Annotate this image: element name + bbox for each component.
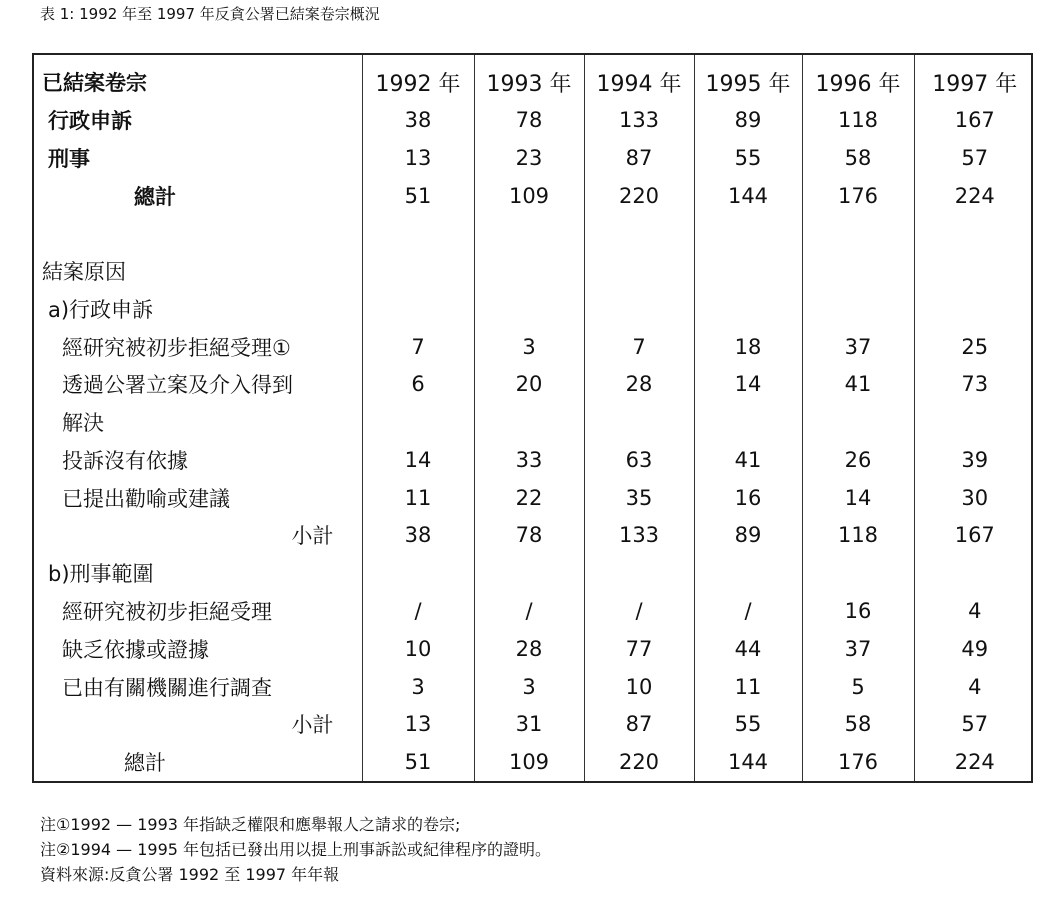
value-cell: 26 <box>802 441 914 479</box>
section-title-criminal <box>34 554 1035 592</box>
value-cell <box>474 252 584 290</box>
value-cell: 3 <box>474 668 584 706</box>
value-cell <box>914 554 1035 592</box>
value-cell: 49 <box>914 630 1035 668</box>
value-cell <box>802 554 914 592</box>
value-cell <box>362 252 474 290</box>
row-label: 已提出勸喻或建議 <box>62 486 230 511</box>
footnote-2: 注②1994 — 1995 年包括已發出用以提上刑事訴訟或紀律程序的證明。 <box>40 840 552 859</box>
value-cell: 77 <box>584 630 694 668</box>
value-cell: 57 <box>914 705 1035 743</box>
value-cell: 176 <box>802 177 914 215</box>
value-cell <box>802 214 914 252</box>
row-label: 已由有關機關進行調查 <box>62 675 272 700</box>
value-cell: / <box>474 592 584 630</box>
value-cell <box>914 290 1035 328</box>
value-cell: / <box>694 592 802 630</box>
value-cell: 10 <box>362 630 474 668</box>
value-cell: 87 <box>584 139 694 177</box>
row-label: 經研究被初步拒絕受理① <box>62 335 291 360</box>
value-cell: 55 <box>694 139 802 177</box>
value-cell: 109 <box>474 743 584 781</box>
data-source-note: 資料來源:反貪公署 1992 至 1997 年年報 <box>40 865 340 884</box>
year-header: 1992 年 <box>362 55 474 101</box>
value-cell: 28 <box>584 366 694 404</box>
value-cell <box>694 252 802 290</box>
summary-row-total <box>34 177 1035 215</box>
row-label: 經研究被初步拒絕受理 <box>62 599 272 624</box>
value-cell: 14 <box>694 366 802 404</box>
value-cell: 37 <box>802 328 914 366</box>
value-cell: 220 <box>584 743 694 781</box>
value-cell: 25 <box>914 328 1035 366</box>
row-label: a)行政申訴 <box>48 297 154 322</box>
value-cell <box>362 403 474 441</box>
value-cell: 51 <box>362 743 474 781</box>
value-cell: 220 <box>584 177 694 215</box>
value-cell <box>474 214 584 252</box>
value-cell: 73 <box>914 366 1035 404</box>
value-cell: 63 <box>584 441 694 479</box>
value-cell: 55 <box>694 705 802 743</box>
value-cell: 20 <box>474 366 584 404</box>
criminal-reason-row <box>34 592 1035 630</box>
admin-reason-row <box>34 441 1035 479</box>
value-cell: 28 <box>474 630 584 668</box>
admin-reason-row <box>34 328 1035 366</box>
year-header: 1997 年 <box>914 55 1035 101</box>
value-cell: 144 <box>694 177 802 215</box>
value-cell: 118 <box>802 517 914 555</box>
value-cell <box>362 290 474 328</box>
value-cell: 16 <box>694 479 802 517</box>
value-cell <box>584 290 694 328</box>
value-cell: 51 <box>362 177 474 215</box>
row-label: 已結案卷宗 <box>42 71 147 96</box>
value-cell: 35 <box>584 479 694 517</box>
data-table <box>34 55 1035 781</box>
section-title-reasons <box>34 252 1035 290</box>
criminal-reason-row <box>34 668 1035 706</box>
value-cell: 22 <box>474 479 584 517</box>
value-cell <box>584 554 694 592</box>
value-cell: 4 <box>914 668 1035 706</box>
value-cell <box>914 214 1035 252</box>
value-cell <box>584 403 694 441</box>
row-label: 缺乏依據或證據 <box>62 637 209 662</box>
year-header: 1996 年 <box>802 55 914 101</box>
row-label: 總計 <box>124 751 166 776</box>
value-cell <box>584 252 694 290</box>
spacer-row <box>34 214 1035 252</box>
row-label: 小計 <box>291 713 334 738</box>
value-cell: 109 <box>474 177 584 215</box>
value-cell: 14 <box>802 479 914 517</box>
value-cell <box>694 403 802 441</box>
section-title-admin <box>34 290 1035 328</box>
value-cell: / <box>584 592 694 630</box>
value-cell: 176 <box>802 743 914 781</box>
value-cell: 30 <box>914 479 1035 517</box>
value-cell: 224 <box>914 177 1035 215</box>
value-cell: 7 <box>362 328 474 366</box>
table-caption: 表 1: 1992 年至 1997 年反貪公署已結案卷宗概況 <box>40 5 380 23</box>
value-cell <box>474 403 584 441</box>
value-cell: 13 <box>362 705 474 743</box>
value-cell: 11 <box>362 479 474 517</box>
value-cell <box>362 214 474 252</box>
value-cell: 33 <box>474 441 584 479</box>
value-cell: 16 <box>802 592 914 630</box>
year-header: 1995 年 <box>694 55 802 101</box>
row-label: 總計 <box>134 184 176 209</box>
admin-reason-row <box>34 479 1035 517</box>
grand-total-row <box>34 743 1035 781</box>
value-cell <box>694 554 802 592</box>
value-cell: 133 <box>584 101 694 139</box>
value-cell <box>694 214 802 252</box>
row-label: 解決 <box>62 411 104 436</box>
value-cell: 133 <box>584 517 694 555</box>
row-label: 小計 <box>291 524 334 549</box>
value-cell: 38 <box>362 517 474 555</box>
value-cell: 3 <box>362 668 474 706</box>
value-cell: 7 <box>584 328 694 366</box>
value-cell: 58 <box>802 139 914 177</box>
value-cell: 39 <box>914 441 1035 479</box>
footnote-1: 注①1992 — 1993 年指缺乏權限和應舉報人之請求的卷宗; <box>40 815 461 834</box>
value-cell: 10 <box>584 668 694 706</box>
header-row <box>34 55 1035 101</box>
value-cell: 144 <box>694 743 802 781</box>
row-label: 刑事 <box>48 146 90 171</box>
summary-row-admin <box>34 101 1035 139</box>
value-cell <box>584 214 694 252</box>
value-cell: 41 <box>694 441 802 479</box>
value-cell: 38 <box>362 101 474 139</box>
criminal-reason-row <box>34 630 1035 668</box>
value-cell: 167 <box>914 101 1035 139</box>
year-header: 1993 年 <box>474 55 584 101</box>
admin-subtotal-row <box>34 517 1035 555</box>
value-cell: 14 <box>362 441 474 479</box>
admin-reason-row <box>34 403 1035 441</box>
value-cell <box>914 403 1035 441</box>
value-cell <box>802 290 914 328</box>
value-cell: 58 <box>802 705 914 743</box>
value-cell: 78 <box>474 517 584 555</box>
value-cell <box>694 290 802 328</box>
value-cell <box>474 554 584 592</box>
value-cell <box>474 290 584 328</box>
value-cell: 5 <box>802 668 914 706</box>
value-cell <box>362 554 474 592</box>
row-label: 結案原因 <box>42 260 126 285</box>
value-cell: 44 <box>694 630 802 668</box>
value-cell: / <box>362 592 474 630</box>
value-cell: 6 <box>362 366 474 404</box>
closed-cases-table <box>32 53 1033 783</box>
row-label: 透過公署立案及介入得到 <box>62 373 293 398</box>
row-label: 投訴沒有依據 <box>62 448 188 473</box>
value-cell: 41 <box>802 366 914 404</box>
row-label: b)刑事範圍 <box>48 562 154 587</box>
value-cell: 57 <box>914 139 1035 177</box>
value-cell: 87 <box>584 705 694 743</box>
value-cell <box>802 403 914 441</box>
value-cell: 31 <box>474 705 584 743</box>
year-header: 1994 年 <box>584 55 694 101</box>
value-cell: 118 <box>802 101 914 139</box>
value-cell: 78 <box>474 101 584 139</box>
value-cell <box>802 252 914 290</box>
criminal-subtotal-row <box>34 705 1035 743</box>
value-cell: 89 <box>694 517 802 555</box>
value-cell <box>914 252 1035 290</box>
value-cell: 224 <box>914 743 1035 781</box>
value-cell: 13 <box>362 139 474 177</box>
value-cell: 11 <box>694 668 802 706</box>
value-cell: 167 <box>914 517 1035 555</box>
admin-reason-row <box>34 366 1035 404</box>
summary-row-criminal <box>34 139 1035 177</box>
value-cell: 3 <box>474 328 584 366</box>
row-label: 行政申訴 <box>48 109 132 134</box>
value-cell: 4 <box>914 592 1035 630</box>
value-cell: 23 <box>474 139 584 177</box>
value-cell: 18 <box>694 328 802 366</box>
table-body <box>34 55 1035 781</box>
value-cell: 37 <box>802 630 914 668</box>
row-label <box>34 214 362 252</box>
value-cell: 89 <box>694 101 802 139</box>
footnotes <box>40 812 551 887</box>
